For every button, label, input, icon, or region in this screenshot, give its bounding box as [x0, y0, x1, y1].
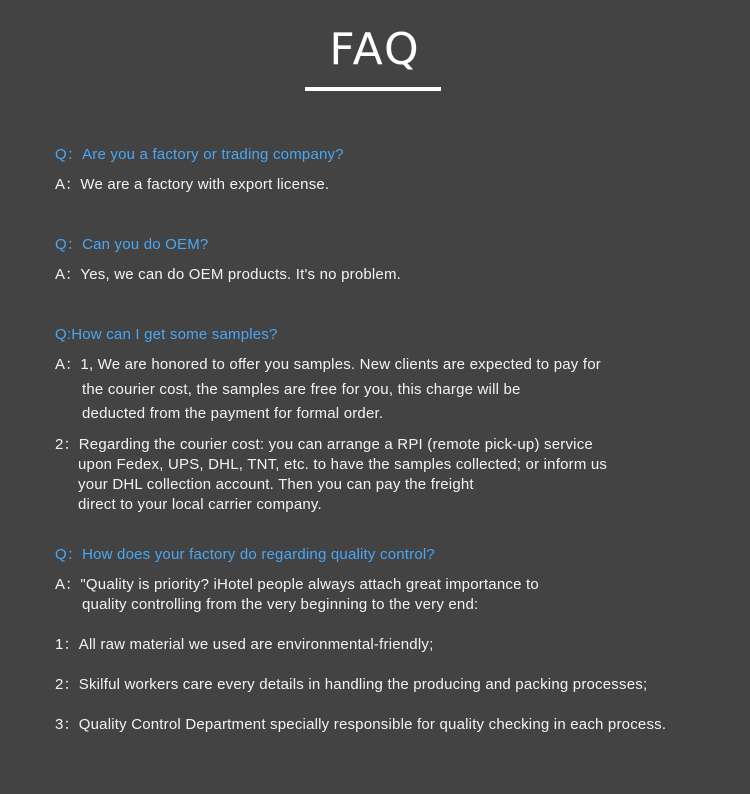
- answer-3-point-2-line-1: 2：Regarding the courier cost: you can arrange a RPI (remote pick-up) service: [55, 436, 593, 453]
- quality-point-2: 2：Skilful workers care every details in handling the producing and packing processes;: [55, 676, 648, 693]
- quality-point-1: 1：All raw material we used are environmental-friendly;: [55, 636, 434, 653]
- answer-4-line-1: A："Quality is priority? iHotel people always attach great importance to: [55, 576, 539, 593]
- title-underline: [305, 87, 441, 91]
- faq-header: [0, 22, 750, 78]
- answer-1: A：We are a factory with export license.: [55, 176, 330, 193]
- answer-3-point-2-line-2: upon Fedex, UPS, DHL, TNT, etc. to have the samples collected; or inform us: [78, 456, 608, 473]
- answer-2: A：Yes, we can do OEM products. It's no problem.: [55, 266, 402, 283]
- question-4: Q：How does your factory do regarding quality control?: [55, 546, 435, 563]
- answer-3-line-1: A：1, We are honored to offer you samples. New clients are expected to pay for: [55, 356, 601, 373]
- answer-4-line-2: quality controlling from the very beginning to the very end:: [82, 596, 479, 613]
- answer-3-line-2: the courier cost, the samples are free for you, this charge will be: [82, 381, 521, 398]
- answer-3-line-3: deducted from the payment for formal order.: [82, 405, 384, 422]
- quality-point-3: 3：Quality Control Department specially responsible for quality checking in each process.: [55, 716, 667, 733]
- question-1: Q：Are you a factory or trading company?: [55, 146, 344, 163]
- answer-3-point-2-line-3: your DHL collection account. Then you can pay the freight: [78, 476, 474, 493]
- question-3: Q:How can I get some samples?: [55, 326, 278, 343]
- answer-3-point-2-line-4: direct to your local carrier company.: [78, 496, 322, 513]
- page-title: FAQ: [329, 24, 421, 75]
- question-2: Q：Can you do OEM?: [55, 236, 209, 253]
